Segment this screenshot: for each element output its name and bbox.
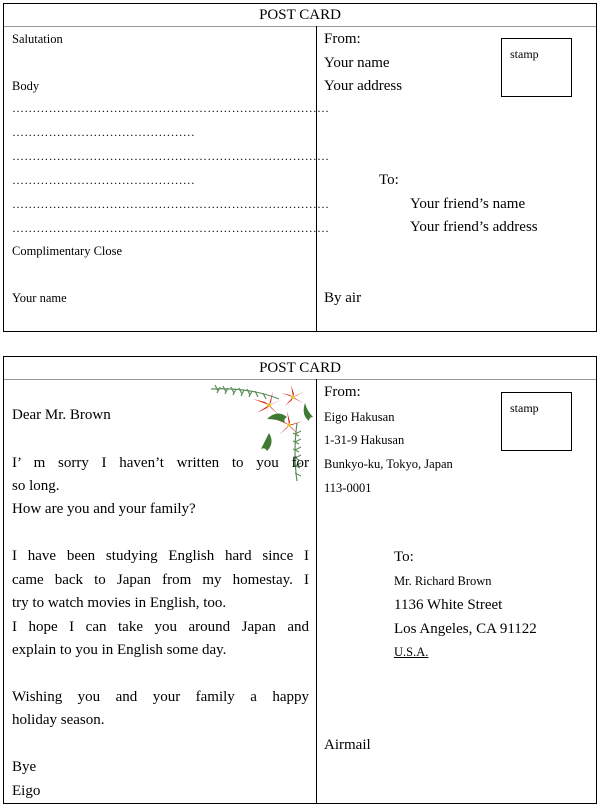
complimentary-close-label: Complimentary Close (12, 244, 123, 258)
card-divider (316, 379, 317, 803)
dot-line: …………………………………………………………………… (12, 149, 330, 163)
salutation-label: Salutation (12, 32, 63, 46)
recipient-street: 1136 White Street (394, 597, 503, 613)
recipient-name: Your friend’s name (410, 196, 526, 212)
card-title: POST CARD (4, 357, 596, 380)
message-line: How are you and your family? (12, 501, 196, 517)
postcard-template (3, 3, 597, 332)
by-air-label: By air (324, 290, 362, 306)
from-label: From: (324, 31, 361, 47)
closing-line: Bye (12, 759, 37, 775)
message-line: I have been studying English hard since I (12, 548, 309, 564)
dot-line: ……………………………………… (12, 173, 195, 187)
message-line: explain to you in English some day. (12, 642, 227, 658)
to-label: To: (379, 172, 399, 188)
recipient-address: Your friend’s address (410, 219, 538, 235)
airmail-label: Airmail (324, 737, 371, 753)
stamp-label: stamp (510, 401, 539, 415)
dot-line: …………………………………………………………………… (12, 101, 330, 115)
recipient-city: Los Angeles, CA 91122 (394, 621, 537, 637)
sender-name: Your name (324, 55, 390, 71)
sender-address: Your address (324, 78, 403, 94)
message-line: came back to Japan from my homestay. I (12, 572, 309, 588)
dot-line: …………………………………………………………………… (12, 221, 330, 235)
message-line: so long. (12, 478, 60, 494)
sender-line: 113-0001 (324, 481, 372, 495)
your-name-label: Your name (12, 291, 67, 305)
postcard-example (3, 356, 597, 804)
signature-line: Eigo (12, 783, 41, 799)
stamp-box (501, 38, 572, 97)
stamp-label: stamp (510, 47, 539, 61)
recipient-country: U.S.A. (394, 645, 429, 659)
recipient-name: Mr. Richard Brown (394, 574, 492, 588)
message-line: I hope I can take you around Japan and (12, 619, 309, 635)
to-label: To: (394, 549, 414, 565)
card-divider (316, 26, 317, 331)
greeting-line: Dear Mr. Brown (12, 407, 111, 423)
message-line: Wishing you and your family a happy (12, 689, 309, 705)
card-title: POST CARD (4, 4, 596, 27)
stamp-box (501, 392, 572, 451)
sender-line: Bunkyo-ku, Tokyo, Japan (324, 457, 453, 471)
dot-line: ……………………………………… (12, 125, 195, 139)
message-line: try to watch movies in English, too. (12, 595, 227, 611)
message-line: I’ m sorry I haven’t written to you for (12, 455, 309, 471)
sender-line: 1-31-9 Hakusan (324, 433, 405, 447)
dot-line: …………………………………………………………………… (12, 197, 330, 211)
body-label: Body (12, 79, 40, 93)
sender-line: Eigo Hakusan (324, 410, 395, 424)
from-label: From: (324, 384, 361, 400)
message-line: holiday season. (12, 712, 105, 728)
